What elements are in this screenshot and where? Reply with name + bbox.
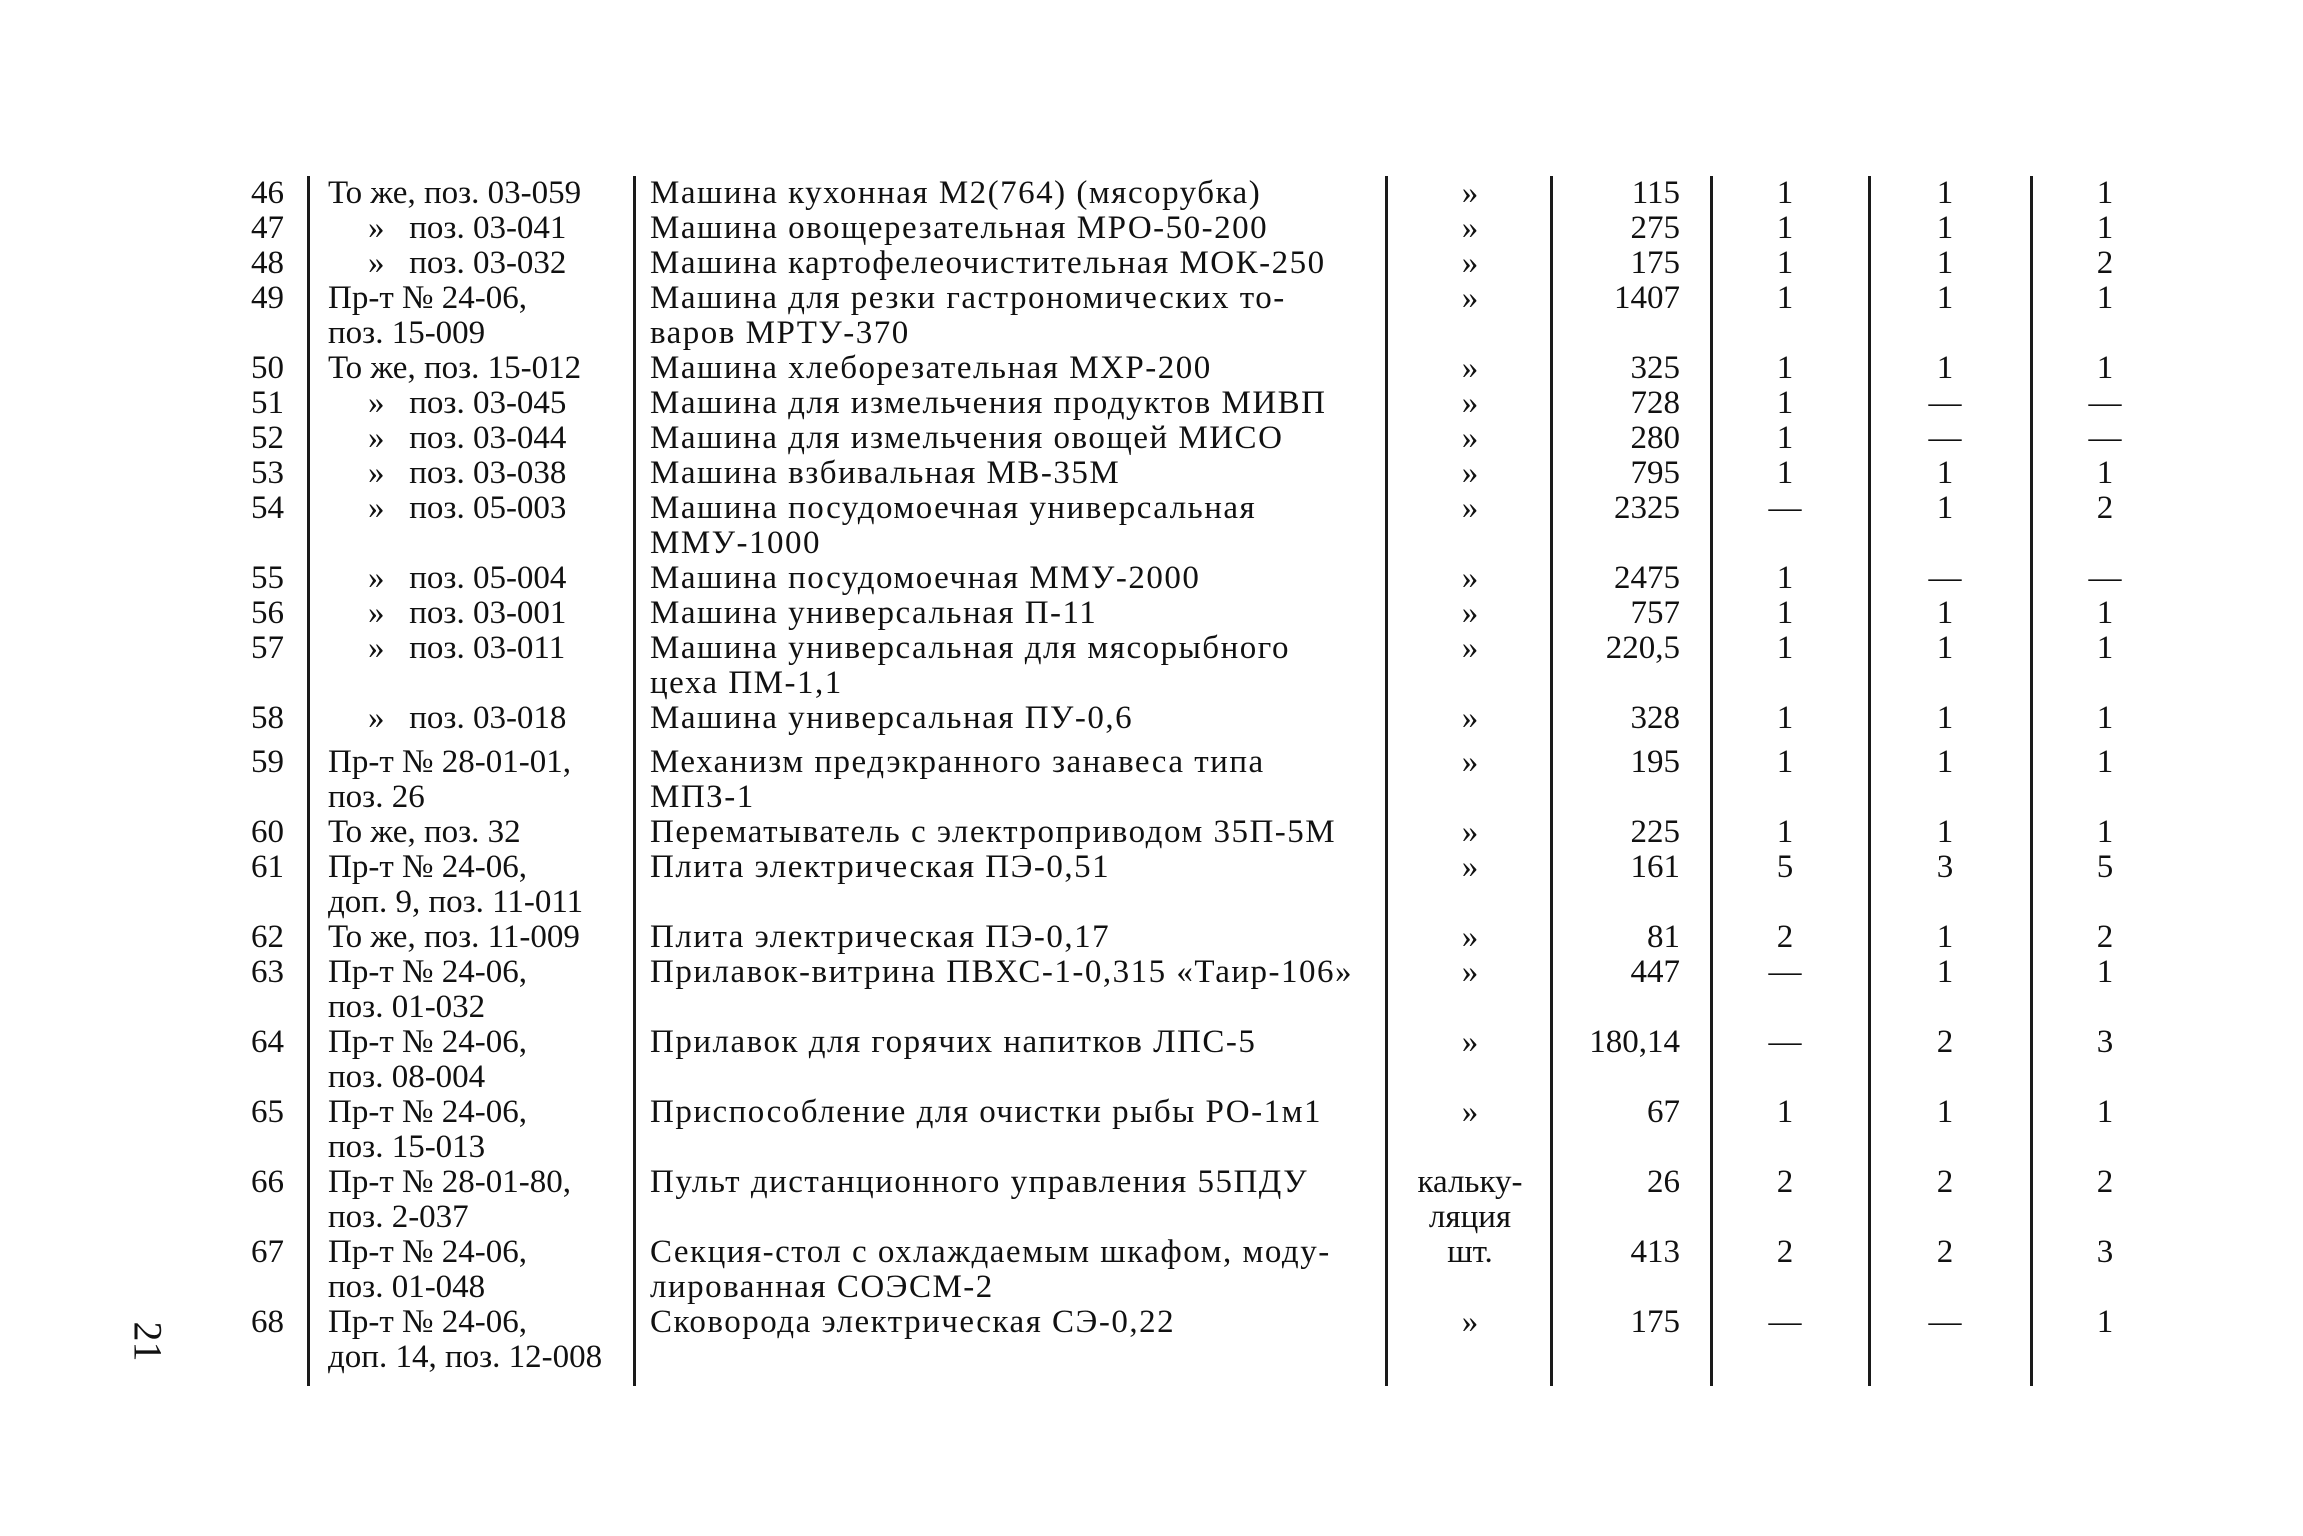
table-cell-unit <box>1395 211 1545 246</box>
table-cell-number: 59 <box>251 744 284 780</box>
table-cell-description <box>650 211 1375 246</box>
table-cell-qty-3: — <box>2088 420 2122 456</box>
table-cell-price: 2475 <box>1614 560 1680 596</box>
table-cell-price: 175 <box>1630 1304 1680 1340</box>
table-cell-qty-2: 2 <box>1936 1164 1954 1200</box>
table-cell-unit <box>1395 920 1545 955</box>
table-cell-qty-3: 2 <box>2096 919 2114 955</box>
table-cell-qty-2: 1 <box>1936 700 1954 736</box>
table-cell-unit-line: » <box>1461 1024 1479 1060</box>
table-cell-qty-1: 1 <box>1776 350 1794 386</box>
table-cell-description-line: Машина для измельчения овощей МИСО <box>650 420 1284 456</box>
table-cell-qty-1: — <box>1768 1304 1802 1340</box>
table-cell-unit <box>1395 701 1545 736</box>
table-cell-unit-line: » <box>1461 490 1479 526</box>
table-cell-source-line: Пр-т № 24-06, <box>328 954 527 990</box>
table-cell-description <box>650 701 1375 736</box>
table-cell-unit-line: » <box>1461 814 1479 850</box>
table-cell-number: 66 <box>251 1164 284 1200</box>
table-cell-qty-1: 2 <box>1776 919 1794 955</box>
table-cell-unit-line: » <box>1461 744 1479 780</box>
table-cell-description <box>650 920 1375 955</box>
column-divider <box>1710 176 1713 1386</box>
table-cell-number: 46 <box>251 175 284 211</box>
table-cell-description <box>650 1305 1375 1340</box>
table-cell-source-line: поз. 08-004 <box>328 1059 486 1095</box>
table-cell-qty-2: 1 <box>1936 919 1954 955</box>
table-cell-qty-1: 1 <box>1776 700 1794 736</box>
table-cell-qty-3: 1 <box>2096 744 2114 780</box>
table-cell-qty-2: 2 <box>1936 1024 1954 1060</box>
table-cell-number: 61 <box>251 849 284 885</box>
table-cell-source-line: Пр-т № 24-06, <box>328 1094 527 1130</box>
table-cell-description <box>650 491 1375 561</box>
table-cell-qty-1: 1 <box>1776 420 1794 456</box>
table-cell-qty-1: 1 <box>1776 630 1794 666</box>
table-cell-qty-1: 1 <box>1776 280 1794 316</box>
table-cell-price: 81 <box>1647 919 1680 955</box>
table-cell-unit-line: шт. <box>1447 1234 1493 1270</box>
table-cell-source-line: Пр-т № 24-06, <box>328 1024 527 1060</box>
table-cell-unit <box>1395 1025 1545 1060</box>
table-cell-qty-1: 1 <box>1776 455 1794 491</box>
table-cell-source <box>328 920 623 955</box>
table-cell-description-line: Машина посудомоечная ММУ-2000 <box>650 560 1201 596</box>
table-cell-unit <box>1395 281 1545 316</box>
table-cell-source <box>328 955 623 1025</box>
table-cell-description <box>650 421 1375 456</box>
table-cell-description-line: цеха ПМ-1,1 <box>650 665 843 701</box>
table-cell-description-line: Машина кухонная М2(764) (мясорубка) <box>650 175 1262 211</box>
table-cell-price: 280 <box>1630 420 1680 456</box>
table-cell-description <box>650 815 1375 850</box>
table-cell-qty-2: 1 <box>1936 814 1954 850</box>
table-cell-unit-line: » <box>1461 210 1479 246</box>
table-cell-source-line: » поз. 03-041 <box>368 210 567 246</box>
table-cell-description-line: Пульт дистанционного управления 55ПДУ <box>650 1164 1309 1200</box>
table-cell-description-line: Прилавок для горячих напитков ЛПС-5 <box>650 1024 1257 1060</box>
table-cell-number: 57 <box>251 630 284 666</box>
table-cell-qty-3: 1 <box>2096 1094 2114 1130</box>
table-cell-unit-line: » <box>1461 175 1479 211</box>
table-cell-source <box>328 850 623 920</box>
table-cell-source-line: То же, поз. 32 <box>328 814 521 850</box>
table-cell-description <box>650 850 1375 885</box>
table-cell-qty-3: 3 <box>2096 1024 2114 1060</box>
table-cell-source-line: поз. 26 <box>328 779 425 815</box>
table-cell-number: 62 <box>251 919 284 955</box>
table-cell-source-line: поз. 15-009 <box>328 315 486 351</box>
table-cell-price: 220,5 <box>1605 630 1680 666</box>
table-cell-description-line: МПЗ-1 <box>650 779 755 815</box>
table-cell-description <box>650 631 1375 701</box>
table-cell-price: 728 <box>1630 385 1680 421</box>
table-cell-unit-line: » <box>1461 385 1479 421</box>
table-cell-qty-2: — <box>1928 1304 1962 1340</box>
column-divider <box>2030 176 2033 1386</box>
table-cell-source-line: Пр-т № 28-01-80, <box>328 1164 571 1200</box>
table-cell-source <box>328 815 623 850</box>
table-cell-source <box>328 701 623 736</box>
table-cell-qty-2: 1 <box>1936 490 1954 526</box>
table-cell-unit <box>1395 421 1545 456</box>
table-cell-price: 2325 <box>1614 490 1680 526</box>
table-cell-number: 60 <box>251 814 284 850</box>
table-cell-qty-1: 1 <box>1776 245 1794 281</box>
table-cell-source-line: Пр-т № 24-06, <box>328 1304 527 1340</box>
table-cell-qty-3: 1 <box>2096 175 2114 211</box>
column-divider <box>1385 176 1388 1386</box>
table-cell-qty-2: 1 <box>1936 245 1954 281</box>
table-cell-source <box>328 246 623 281</box>
table-cell-source-line: То же, поз. 03-059 <box>328 175 582 211</box>
table-cell-unit <box>1395 955 1545 990</box>
table-cell-qty-2: 1 <box>1936 744 1954 780</box>
table-cell-number: 52 <box>251 420 284 456</box>
table-cell-source-line: доп. 14, поз. 12-008 <box>328 1339 603 1375</box>
table-cell-unit-line: » <box>1461 1094 1479 1130</box>
table-cell-qty-3: 2 <box>2096 245 2114 281</box>
table-cell-qty-1: 1 <box>1776 210 1794 246</box>
table-cell-description <box>650 176 1375 211</box>
table-cell-description-line: лированная СОЭСМ-2 <box>650 1269 994 1305</box>
table-cell-source <box>328 596 623 631</box>
table-cell-number: 50 <box>251 350 284 386</box>
table-cell-qty-1: 1 <box>1776 385 1794 421</box>
table-cell-qty-3: 1 <box>2096 455 2114 491</box>
table-cell-qty-2: 2 <box>1936 1234 1954 1270</box>
table-cell-unit-line: » <box>1461 245 1479 281</box>
table-cell-price: 225 <box>1630 814 1680 850</box>
table-cell-price: 161 <box>1630 849 1680 885</box>
table-cell-description-line: Машина взбивальная МВ-35М <box>650 455 1121 491</box>
table-cell-description <box>650 1165 1375 1200</box>
table-cell-number: 63 <box>251 954 284 990</box>
table-cell-unit <box>1395 631 1545 666</box>
table-cell-source <box>328 491 623 526</box>
table-cell-qty-1: 1 <box>1776 595 1794 631</box>
table-cell-price: 275 <box>1630 210 1680 246</box>
table-cell-description-line: Машина хлеборезательная МХР-200 <box>650 350 1212 386</box>
table-cell-unit <box>1395 491 1545 526</box>
table-cell-source-line: » поз. 03-045 <box>368 385 567 421</box>
table-cell-source <box>328 386 623 421</box>
table-cell-description-line: Машина посудомоечная универсальная <box>650 490 1257 526</box>
table-cell-number: 68 <box>251 1304 284 1340</box>
table-cell-number: 55 <box>251 560 284 596</box>
table-cell-number: 53 <box>251 455 284 491</box>
table-cell-unit <box>1395 561 1545 596</box>
table-cell-unit <box>1395 596 1545 631</box>
table-cell-unit-line: » <box>1461 630 1479 666</box>
table-cell-qty-3: 1 <box>2096 280 2114 316</box>
table-cell-source-line: » поз. 03-001 <box>368 595 567 631</box>
table-cell-qty-2: 1 <box>1936 1094 1954 1130</box>
table-cell-qty-3: 1 <box>2096 1304 2114 1340</box>
table-cell-description-line: Машина овощерезательная МРО-50-200 <box>650 210 1269 246</box>
table-cell-unit-line: » <box>1461 560 1479 596</box>
column-divider <box>1868 176 1871 1386</box>
column-divider <box>1550 176 1553 1386</box>
table-cell-source-line: » поз. 05-004 <box>368 560 567 596</box>
table-cell-description-line: варов МРТУ-370 <box>650 315 910 351</box>
table-cell-description <box>650 596 1375 631</box>
table-cell-price: 795 <box>1630 455 1680 491</box>
table-cell-number: 67 <box>251 1234 284 1270</box>
table-cell-unit-line: » <box>1461 849 1479 885</box>
table-cell-description <box>650 456 1375 491</box>
table-cell-description-line: Машина универсальная для мясорыбного <box>650 630 1290 666</box>
table-cell-unit <box>1395 745 1545 780</box>
table-cell-number: 56 <box>251 595 284 631</box>
table-cell-description-line: Плита электрическая ПЭ-0,17 <box>650 919 1111 955</box>
table-cell-source-line: » поз. 03-044 <box>368 420 567 456</box>
table-cell-price: 67 <box>1647 1094 1680 1130</box>
table-cell-source <box>328 1165 623 1235</box>
table-cell-description <box>650 386 1375 421</box>
table-cell-source <box>328 456 623 491</box>
table-cell-unit <box>1395 456 1545 491</box>
table-cell-qty-3: 1 <box>2096 814 2114 850</box>
table-cell-source <box>328 211 623 246</box>
table-cell-source-line: Пр-т № 28-01-01, <box>328 744 571 780</box>
table-cell-price: 115 <box>1631 175 1680 211</box>
table-cell-unit-line: » <box>1461 954 1479 990</box>
table-cell-description-line: Машина для резки гастрономических то- <box>650 280 1286 316</box>
table-cell-description-line: Плита электрическая ПЭ-0,51 <box>650 849 1111 885</box>
table-cell-qty-2: 3 <box>1936 849 1954 885</box>
table-cell-number: 64 <box>251 1024 284 1060</box>
table-cell-qty-2: 1 <box>1936 595 1954 631</box>
table-cell-unit-line: » <box>1461 350 1479 386</box>
table-cell-description-line: Машина универсальная П-11 <box>650 595 1098 631</box>
table-cell-qty-1: 2 <box>1776 1164 1794 1200</box>
table-cell-description-line: Перематыватель с электроприводом 35П-5М <box>650 814 1337 850</box>
table-cell-unit <box>1395 1165 1545 1235</box>
table-cell-qty-1: 1 <box>1776 814 1794 850</box>
table-cell-source-line: То же, поз. 15-012 <box>328 350 582 386</box>
table-cell-unit <box>1395 246 1545 281</box>
table-cell-unit-line: ляция <box>1428 1199 1512 1235</box>
table-cell-source-line: поз. 01-048 <box>328 1269 486 1305</box>
table-cell-source <box>328 176 623 211</box>
table-cell-qty-3: 5 <box>2096 849 2114 885</box>
table-cell-source-line: » поз. 03-032 <box>368 245 567 281</box>
table-cell-description <box>650 955 1375 990</box>
table-cell-unit-line: » <box>1461 280 1479 316</box>
table-cell-source-line: » поз. 03-011 <box>368 630 566 666</box>
table-cell-qty-1: 1 <box>1776 560 1794 596</box>
table-cell-description-line: Механизм предэкранного занавеса типа <box>650 744 1265 780</box>
table-cell-source-line: » поз. 03-018 <box>368 700 567 736</box>
table-cell-qty-2: 1 <box>1936 954 1954 990</box>
table-cell-description <box>650 1095 1375 1130</box>
table-cell-unit <box>1395 1095 1545 1130</box>
table-cell-source-line: » поз. 05-003 <box>368 490 567 526</box>
table-cell-description <box>650 561 1375 596</box>
table-cell-source <box>328 1235 623 1305</box>
table-cell-source-line: » поз. 03-038 <box>368 455 567 491</box>
page-number: 21 <box>125 1321 171 1362</box>
table-cell-price: 1407 <box>1614 280 1680 316</box>
table-cell-source-line: поз. 01-032 <box>328 989 486 1025</box>
table-cell-description-line: ММУ-1000 <box>650 525 822 561</box>
table-cell-qty-1: 1 <box>1776 1094 1794 1130</box>
table-cell-price: 180,14 <box>1589 1024 1680 1060</box>
table-cell-qty-3: — <box>2088 385 2122 421</box>
table-cell-unit-line: » <box>1461 455 1479 491</box>
table-cell-source <box>328 421 623 456</box>
table-cell-source <box>328 631 623 666</box>
table-cell-unit <box>1395 176 1545 211</box>
table-cell-price: 447 <box>1630 954 1680 990</box>
table-cell-qty-2: — <box>1928 420 1962 456</box>
table-cell-price: 325 <box>1630 350 1680 386</box>
table-cell-qty-3: 2 <box>2096 1164 2114 1200</box>
table-cell-description-line: Приспособление для очистки рыбы РО-1м1 <box>650 1094 1323 1130</box>
table-cell-source <box>328 1305 623 1375</box>
table-cell-unit-line: » <box>1461 420 1479 456</box>
table-cell-qty-2: 1 <box>1936 280 1954 316</box>
table-cell-source-line: То же, поз. 11-009 <box>328 919 580 955</box>
table-cell-qty-2: 1 <box>1936 455 1954 491</box>
table-cell-qty-1: 1 <box>1776 744 1794 780</box>
table-cell-description <box>650 351 1375 386</box>
table-cell-qty-3: 1 <box>2096 700 2114 736</box>
table-cell-source-line: поз. 15-013 <box>328 1129 486 1165</box>
table-cell-qty-3: 2 <box>2096 490 2114 526</box>
table-cell-unit-line: » <box>1461 595 1479 631</box>
table-cell-qty-1: — <box>1768 490 1802 526</box>
table-cell-description <box>650 745 1375 815</box>
table-cell-unit <box>1395 1235 1545 1270</box>
table-cell-description-line: Прилавок-витрина ПВХС-1-0,315 «Таир-106» <box>650 954 1353 990</box>
table-cell-qty-3: 1 <box>2096 350 2114 386</box>
table-cell-qty-1: 5 <box>1776 849 1794 885</box>
table-cell-number: 47 <box>251 210 284 246</box>
table-cell-qty-3: 1 <box>2096 954 2114 990</box>
table-cell-unit-line: » <box>1461 919 1479 955</box>
table-cell-number: 48 <box>251 245 284 281</box>
table-cell-description-line: Машина картофелеочистительная МОК-250 <box>650 245 1326 281</box>
table-cell-qty-2: 1 <box>1936 175 1954 211</box>
table-cell-source <box>328 281 623 351</box>
table-cell-qty-3: — <box>2088 560 2122 596</box>
table-cell-price: 195 <box>1630 744 1680 780</box>
column-divider <box>307 176 310 1386</box>
table-cell-description <box>650 246 1375 281</box>
table-cell-unit <box>1395 815 1545 850</box>
table-cell-source-line: доп. 9, поз. 11-011 <box>328 884 584 920</box>
table-cell-price: 757 <box>1630 595 1680 631</box>
table-cell-qty-1: — <box>1768 1024 1802 1060</box>
table-cell-description <box>650 281 1375 351</box>
table-cell-unit <box>1395 1305 1545 1340</box>
table-cell-number: 51 <box>251 385 284 421</box>
table-cell-source-line: Пр-т № 24-06, <box>328 849 527 885</box>
table-cell-source <box>328 1095 623 1165</box>
table-cell-qty-2: — <box>1928 560 1962 596</box>
table-cell-source <box>328 351 623 386</box>
table-cell-price: 26 <box>1647 1164 1680 1200</box>
table-cell-unit <box>1395 386 1545 421</box>
table-cell-description <box>650 1235 1375 1305</box>
table-cell-qty-1: — <box>1768 954 1802 990</box>
table-cell-unit <box>1395 351 1545 386</box>
table-cell-description-line: Секция-стол с охлаждаемым шкафом, моду- <box>650 1234 1331 1270</box>
table-cell-unit-line: » <box>1461 1304 1479 1340</box>
table-cell-price: 175 <box>1630 245 1680 281</box>
table-cell-qty-2: — <box>1928 385 1962 421</box>
table-cell-description-line: Машина универсальная ПУ-0,6 <box>650 700 1134 736</box>
table-cell-qty-2: 1 <box>1936 630 1954 666</box>
table-cell-qty-3: 1 <box>2096 595 2114 631</box>
table-cell-source <box>328 1025 623 1095</box>
table-cell-description-line: Сковорода электрическая СЭ-0,22 <box>650 1304 1176 1340</box>
table-cell-qty-3: 1 <box>2096 630 2114 666</box>
table-cell-description-line: Машина для измельчения продуктов МИВП <box>650 385 1327 421</box>
table-cell-price: 328 <box>1630 700 1680 736</box>
table-cell-source <box>328 745 623 815</box>
table-cell-qty-2: 1 <box>1936 210 1954 246</box>
table-cell-source-line: Пр-т № 24-06, <box>328 1234 527 1270</box>
table-cell-unit-line: кальку- <box>1417 1164 1523 1200</box>
table-cell-source <box>328 561 623 596</box>
column-divider <box>633 176 636 1386</box>
table-cell-qty-1: 2 <box>1776 1234 1794 1270</box>
table-cell-source-line: поз. 2-037 <box>328 1199 469 1235</box>
table-cell-source-line: Пр-т № 24-06, <box>328 280 527 316</box>
table-cell-unit-line: » <box>1461 700 1479 736</box>
table-cell-qty-3: 1 <box>2096 210 2114 246</box>
table-cell-qty-1: 1 <box>1776 175 1794 211</box>
table-cell-number: 54 <box>251 490 284 526</box>
table-cell-qty-2: 1 <box>1936 350 1954 386</box>
table-cell-number: 49 <box>251 280 284 316</box>
table-cell-unit <box>1395 850 1545 885</box>
table-cell-qty-3: 3 <box>2096 1234 2114 1270</box>
table-cell-description <box>650 1025 1375 1060</box>
table-cell-number: 58 <box>251 700 284 736</box>
table-cell-number: 65 <box>251 1094 284 1130</box>
table-cell-price: 413 <box>1630 1234 1680 1270</box>
